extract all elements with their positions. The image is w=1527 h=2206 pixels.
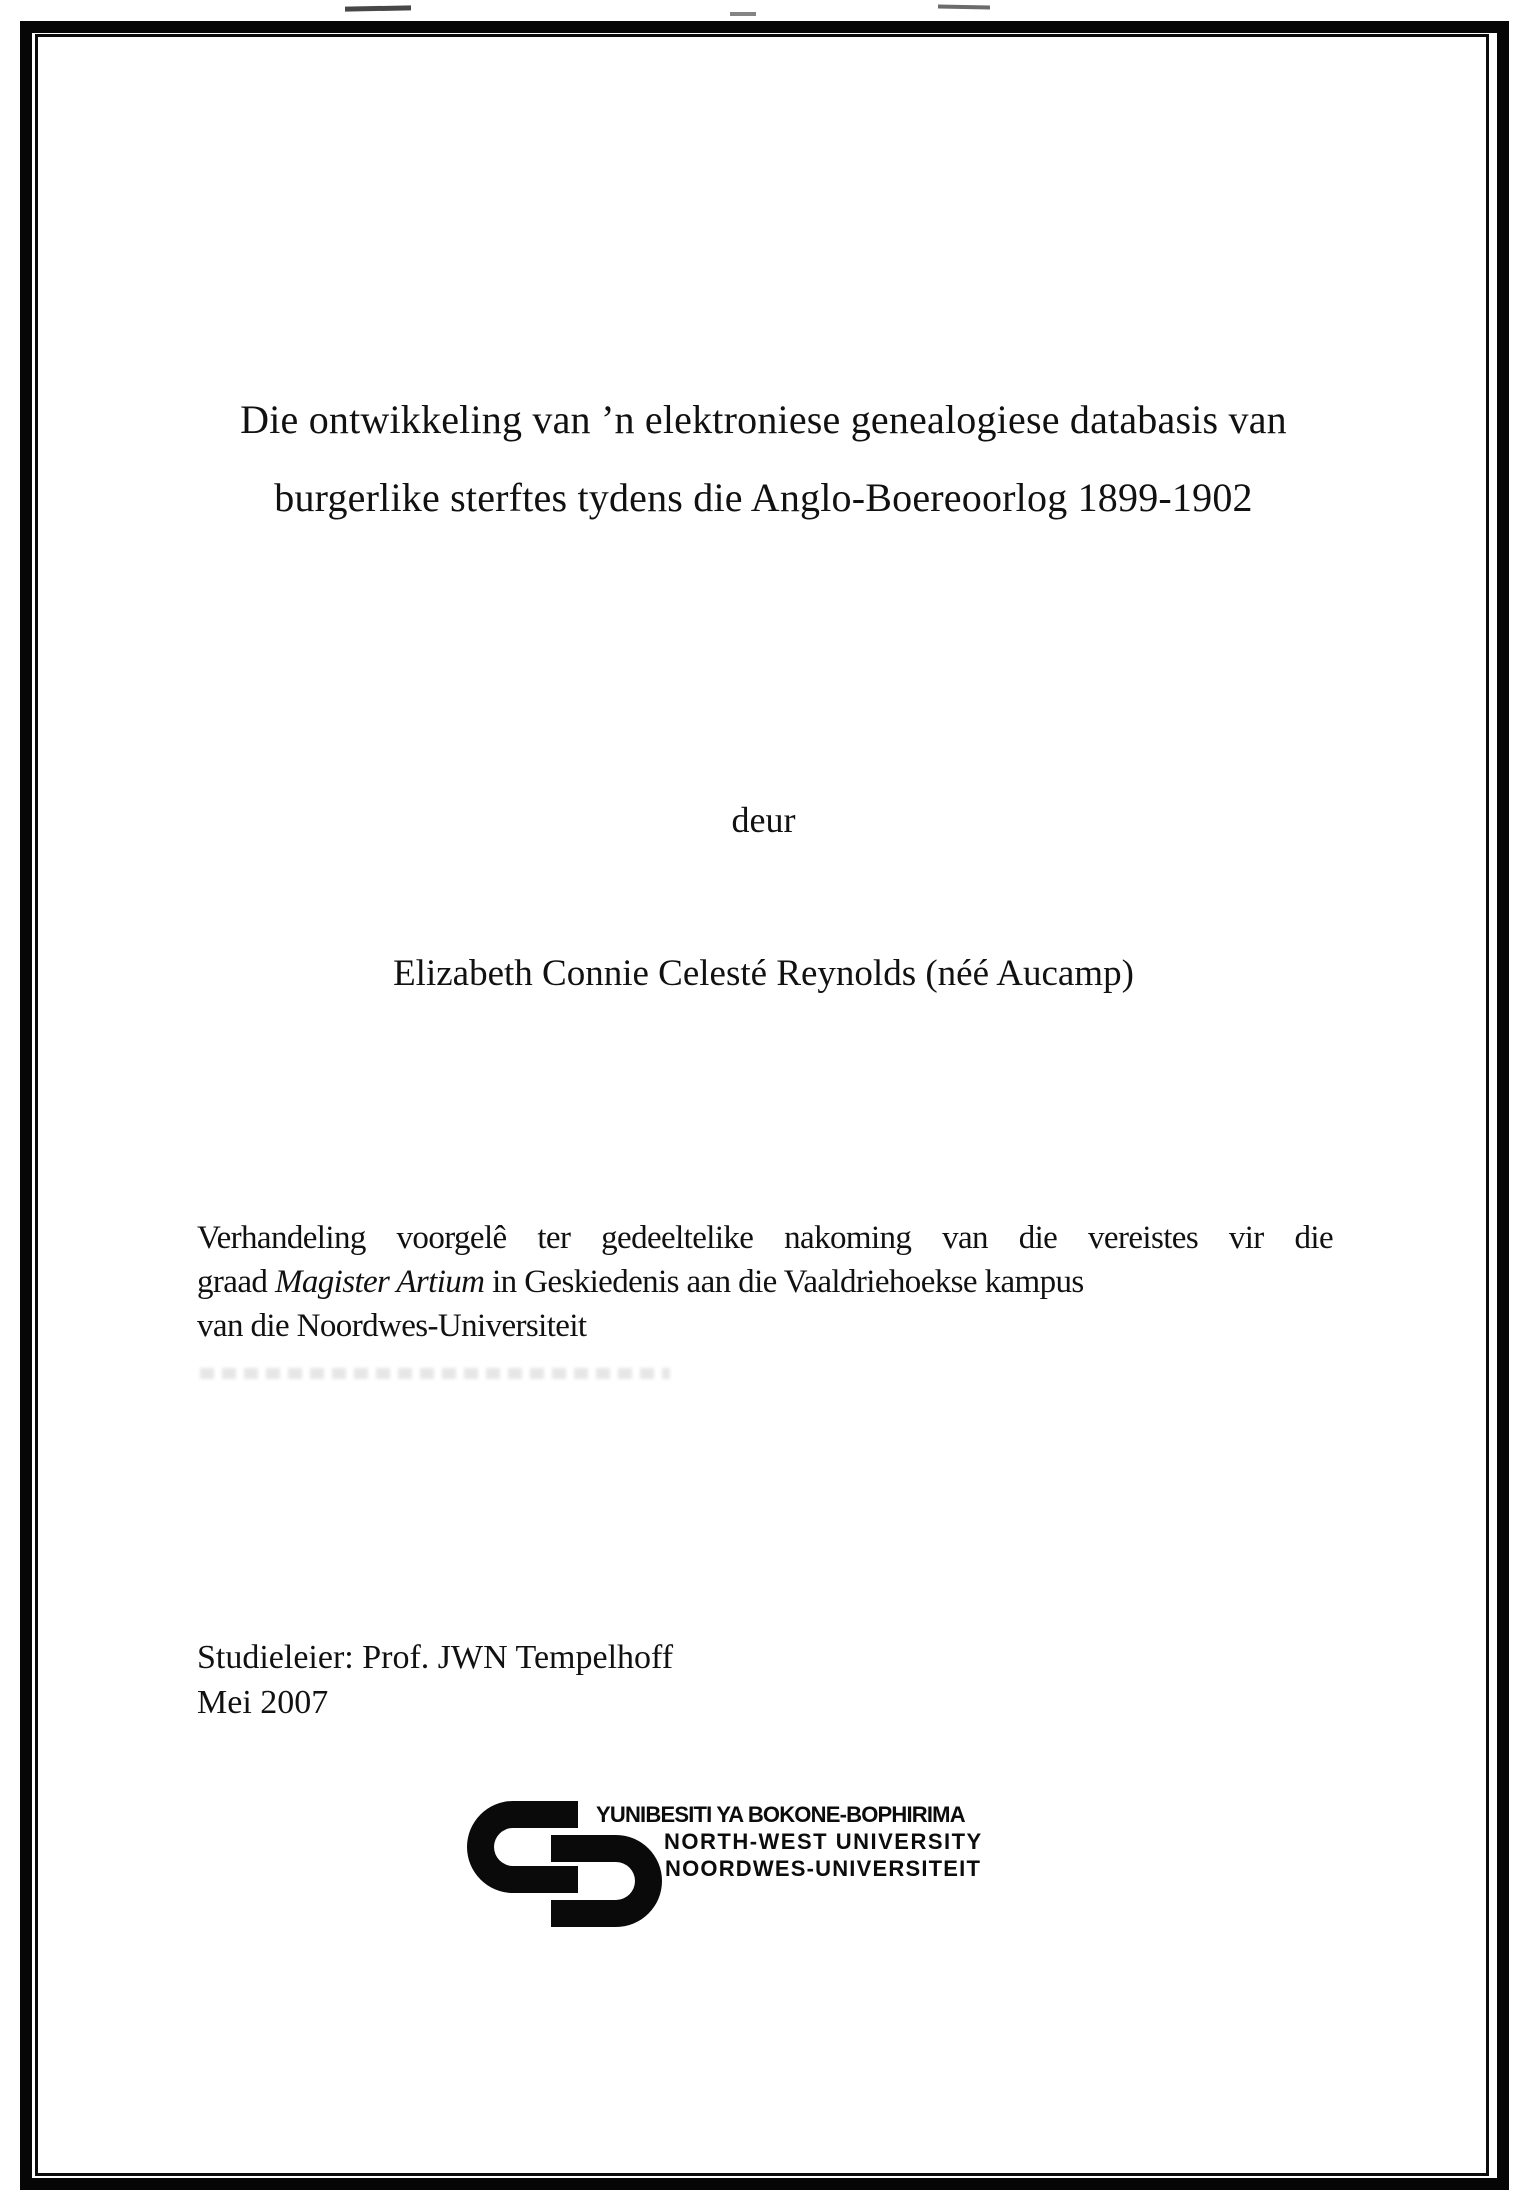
degree-name: Magister Artium: [274, 1264, 485, 1300]
scan-artifact: [938, 5, 990, 10]
supervisor-block: [197, 1635, 673, 1725]
logo-text-english: NORTH-WEST UNIVERSITY: [664, 1829, 983, 1854]
thesis-title: [100, 381, 1427, 537]
logo-text-setswana: YUNIBESITI YA BOKONE-BOPHIRIMA: [596, 1802, 965, 1827]
thesis-statement-line2-suffix: in Geskiedenis aan die Vaaldriehoekse kampus: [484, 1264, 1084, 1300]
thesis-title-line1: Die ontwikkeling van ’n elektroniese genealogiese databasis van: [240, 397, 1287, 442]
date-line: Mei 2007: [197, 1684, 329, 1721]
author-name: Elizabeth Connie Celesté Reynolds (néé Aucamp): [393, 953, 1134, 994]
thesis-statement-line3: van die Noordwes-Universiteit: [197, 1308, 587, 1344]
thesis-title-line2: burgerlike sterftes tydens die Anglo-Boereoorlog 1899-1902: [274, 475, 1253, 520]
supervisor-line: Studieleier: Prof. JWN Tempelhoff: [197, 1639, 674, 1676]
scan-artifact: [200, 1368, 670, 1379]
thesis-statement: [197, 1216, 1333, 1348]
scan-artifact: [345, 5, 411, 11]
byline: deur: [731, 800, 796, 840]
thesis-statement-line2-prefix: graad: [197, 1264, 275, 1300]
logo-text-afrikaans: NOORDWES-UNIVERSITEIT: [665, 1856, 982, 1881]
scan-artifact: [730, 12, 756, 16]
thesis-statement-line1: Verhandeling voorgelê ter gedeeltelike nakoming van die vereistes vir die: [197, 1220, 1333, 1256]
thesis-statement-line2: [197, 1260, 1333, 1304]
